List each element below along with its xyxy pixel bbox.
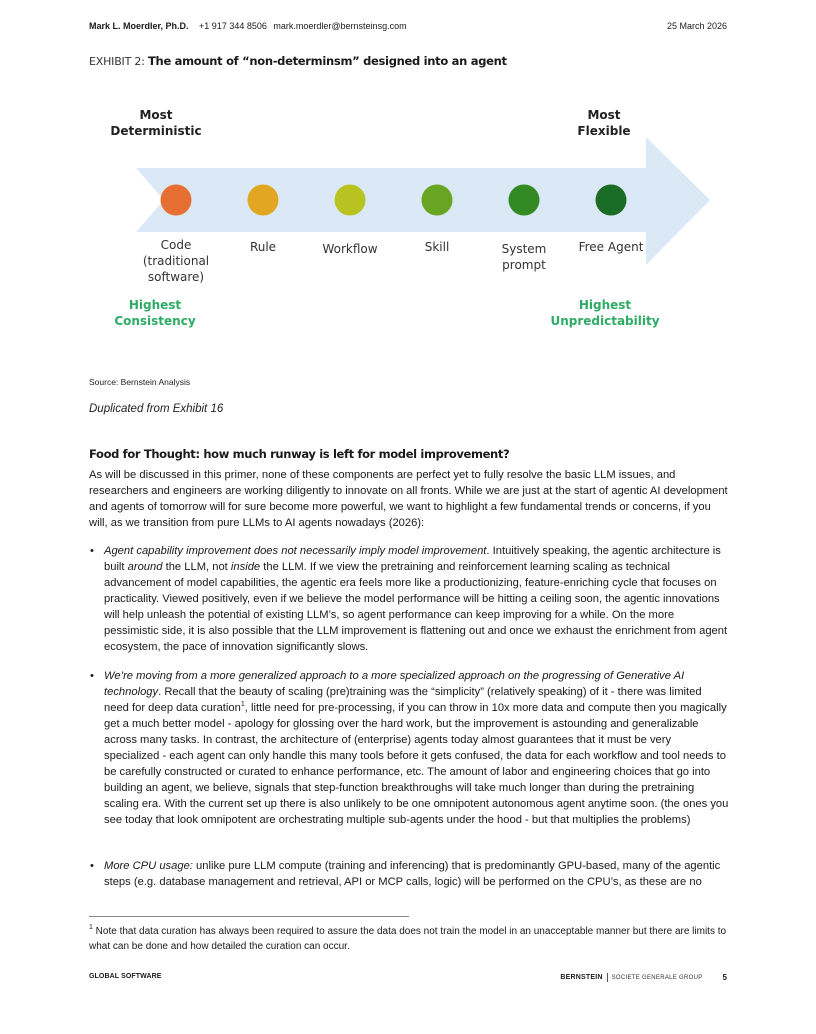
bullet-text: . Recall that the beauty of scaling (pre)training was the “simplicity” (relatively speaking) of it - there was limited need for deep data curation	[104, 686, 702, 714]
footer-branding	[560, 973, 727, 982]
stage-label-line: prompt	[502, 258, 546, 272]
stage-dot	[161, 185, 192, 216]
left-outcome-line: Highest	[128, 298, 182, 312]
intro-paragraph: As will be discussed in this primer, none of these components are perfect yet to fully resolve the basic LLM issues, and researchers and engineers are working diligently to innovate on all fronts. While we are just at the start of agentic AI development and agents of tomorrow will for sure become more powerful, we want to highlight a few fundamental trends or concerns, if you will, as we transition from pure LLMs to AI agents nowadays (2026):	[89, 469, 728, 529]
left-outcome-line: Consistency	[114, 314, 196, 328]
stage-label	[412, 239, 462, 255]
stage-label-line: Skill	[424, 240, 450, 254]
bullet-list-item	[89, 543, 729, 655]
exhibit-heading	[89, 54, 507, 68]
footnote	[89, 924, 734, 954]
footer-section: GLOBAL SOFTWARE	[89, 973, 162, 980]
bullet-text: the LLM. If we view the pretraining and reinforcement learning scaling as technical advancement of model capabilities, the agentic era feels more like a productionizing, feature-enriching cycle that focuses on practicality. Viewed positively, even if we believe the model performance will be hitting a ceiling soon, the agentic innovations will help unleash the potential of existing LLM’s, so agent performance can keep improving for a while. On the more pessimistic side, it is also possible that the LLM improvement is flattening out and once we exhaust the enrichment from agent ecosystem, the pace of innovation significantly slows.	[104, 561, 728, 653]
group-name: SOCIETE GENERALE GROUP	[611, 974, 703, 981]
right-outcome-label	[545, 297, 665, 329]
source-note: Source: Bernstein Analysis	[89, 377, 191, 387]
stage-dot	[509, 185, 540, 216]
stage-dot	[248, 185, 279, 216]
exhibit-title: The amount of “non-determinsm” designed into an agent	[148, 54, 507, 68]
right-outcome-line: Highest	[578, 298, 632, 312]
bullet-text: , little need for pre-processing, if you can throw in 10x more data and compute then you magically get a much better model - apology for glossing over the hard work, but the improvement is astounding and generalizable across many tasks. In contrast, the architecture of (enterprise) agents today almost guarantees that it must be very specialized - each agent can only handle this many tools before it gets confused, the data for each workflow and tool needs to be carefully constructed or curated to enhance performance, etc. The amount of labor and engineering choices that go into building an agent, we believe, signals that step-function breakthroughs will take much longer than during the pretraining scaling era. With the current set up there is also unlikely to be one omnipotent autonomous agent anytime soon. (the ones you see today that look omnipotent are orchestrating multiple sub-agents under the hood - but that multiplies the problems)	[104, 702, 729, 826]
page-number: 5	[722, 973, 727, 982]
stage-dot	[335, 185, 366, 216]
section-title: Food for Thought: how much runway is left for model improvement?	[89, 447, 510, 461]
footnote-text: Note that data curation has always been required to assure the data does not train the model in an unacceptable manner but there are limits to what can be done and how detailed the curation can occur.	[89, 926, 727, 952]
author-email[interactable]: mark.moerdler@bernsteinsg.com	[273, 21, 407, 31]
bullet-emphasis: inside	[230, 561, 261, 573]
stage-label	[131, 237, 221, 285]
bullet-text: the LLM, not	[162, 561, 231, 573]
stage-dot	[596, 185, 627, 216]
stage-label	[494, 241, 554, 273]
logo-separator	[607, 973, 608, 982]
stage-label	[233, 239, 293, 255]
left-end-line: Deterministic	[110, 124, 202, 138]
bullet-emphasis: around	[127, 561, 163, 573]
stage-label-line: Rule	[249, 240, 277, 254]
page-header	[89, 21, 727, 35]
stage-label-line: Workflow	[322, 242, 378, 256]
stage-label	[571, 239, 651, 255]
duplicated-note: Duplicated from Exhibit 16	[89, 403, 224, 415]
bullet-lead: We’re moving from a more generalized approach to a more specialized approach on the progressing of Generative AI technology	[104, 670, 685, 698]
page-footer	[89, 973, 727, 985]
author-phone: +1 917 344 8506	[199, 21, 267, 31]
bullet-list-item	[89, 858, 729, 890]
bullet-text: . Intuitively speaking, the agentic architecture is built	[104, 545, 721, 573]
stage-label-line: (traditional	[142, 254, 210, 268]
bullet-lead: Agent capability improvement does not necessarily imply model improvement	[104, 545, 487, 557]
bernstein-logo: BERNSTEIN	[560, 974, 603, 981]
stage-label-line: Code	[160, 238, 192, 252]
right-outcome-line: Unpredictability	[550, 314, 660, 328]
right-end-label	[570, 107, 638, 139]
stage-dot	[422, 185, 453, 216]
determinism-diagram	[100, 100, 740, 340]
bullet-lead: More CPU usage:	[104, 860, 193, 872]
bullet-text: unlike pure LLM compute (training and inferencing) that is predominantly GPU-based, many of the agentic steps (e.g. database management and retrieval, API or MCP calls, logic) will be performed on the CPU’s, as these are no	[104, 860, 721, 888]
bullet-agent-capability	[89, 543, 729, 655]
stage-label-line: Free Agent	[578, 240, 644, 254]
bullet-cpu-usage	[89, 858, 729, 890]
left-outcome-label	[105, 297, 205, 329]
footnote-marker: 1	[89, 924, 93, 931]
left-end-line: Most	[139, 108, 173, 122]
bullet-list-item	[89, 668, 729, 828]
footnote-reference[interactable]: 1	[240, 701, 245, 708]
right-end-line: Most	[587, 108, 621, 122]
report-date: 25 March 2026	[666, 21, 727, 31]
author-name: Mark L. Moerdler, Ph.D.	[89, 21, 189, 31]
left-end-label	[100, 107, 212, 139]
exhibit-label: EXHIBIT 2:	[89, 55, 149, 68]
right-end-line: Flexible	[577, 124, 631, 138]
stage-label	[310, 241, 390, 257]
stage-label-line: System	[501, 242, 547, 256]
bullet-specialization	[89, 668, 729, 828]
footnote-divider	[89, 916, 409, 917]
stage-label-line: software)	[147, 270, 205, 284]
